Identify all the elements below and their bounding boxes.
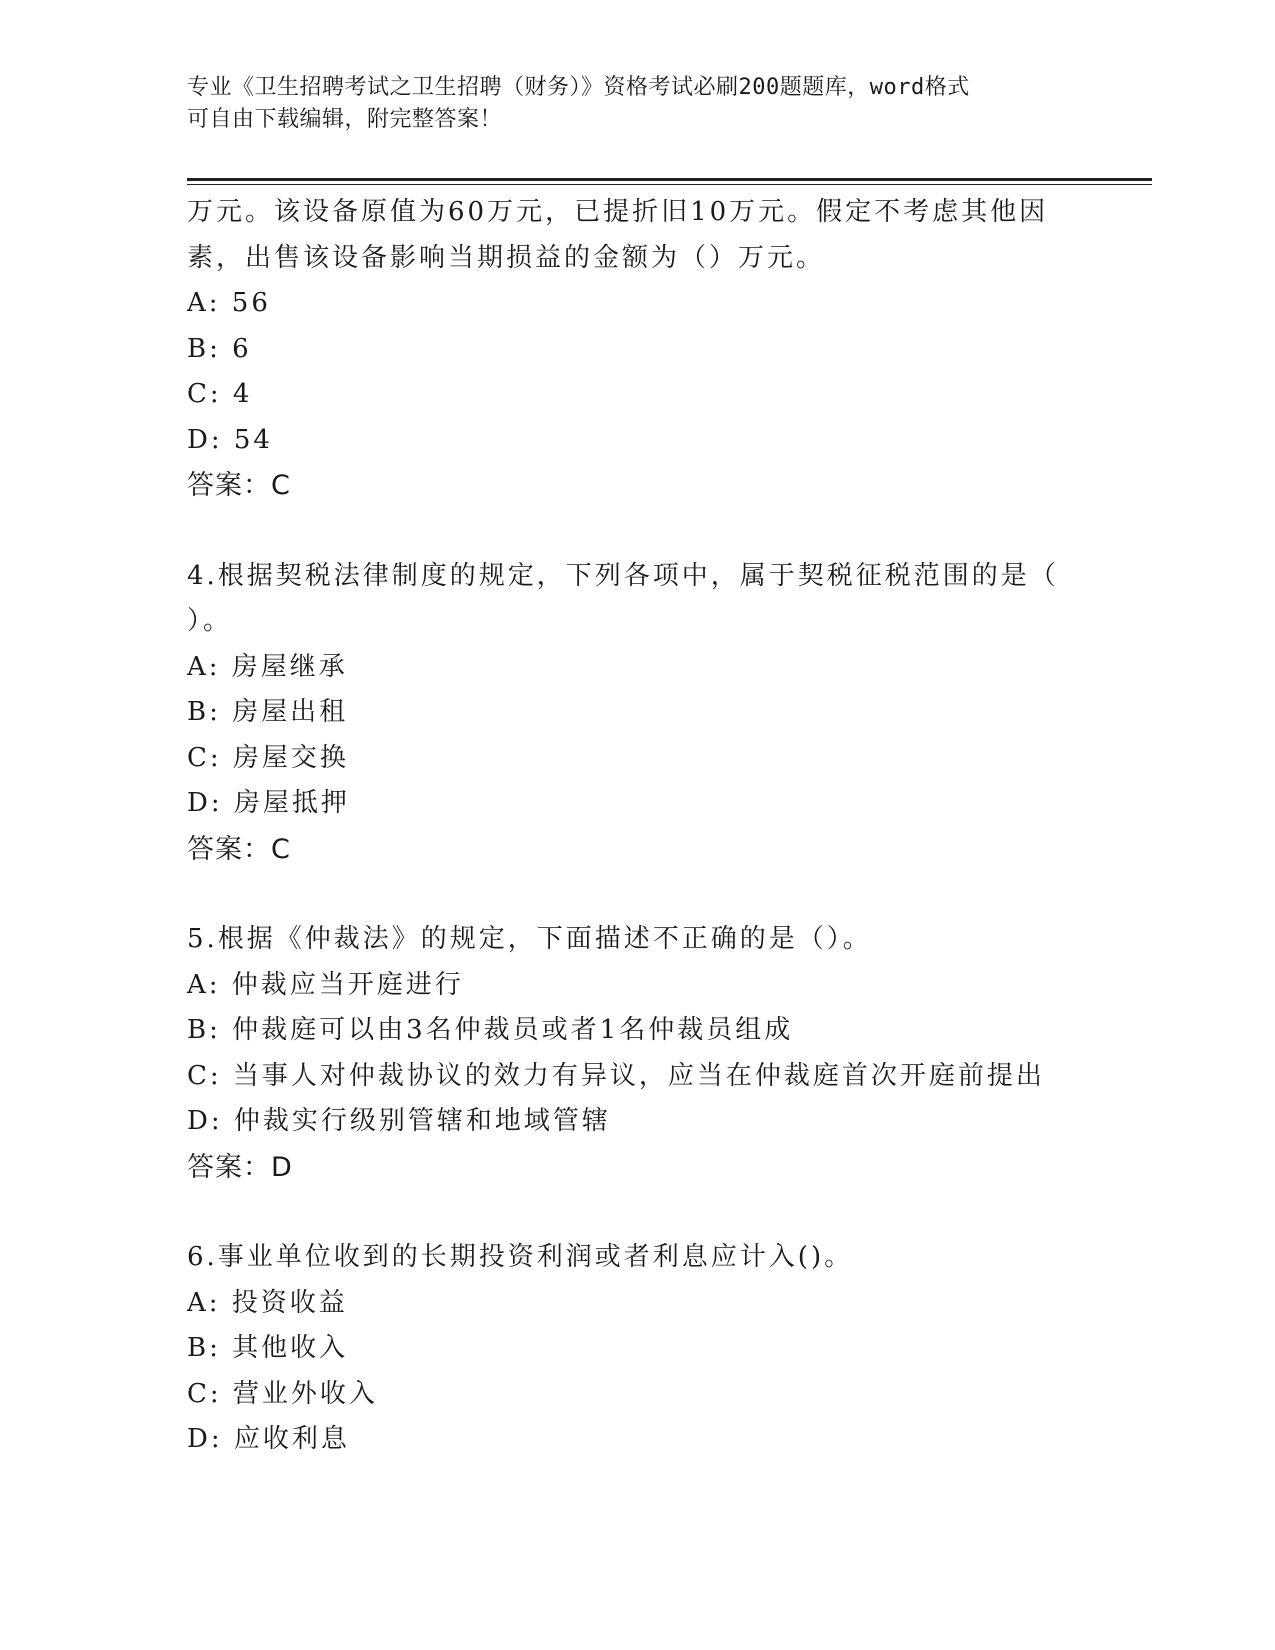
question-stem: 4.根据契税法律制度的规定，下列各项中，属于契税征税范围的是（ — [187, 560, 1059, 591]
option-a: A: 56 — [187, 288, 271, 318]
question-4 — [187, 554, 1087, 873]
option-c: C: 当事人对仲裁协议的效力有异议，应当在仲裁庭首次开庭前提出 — [187, 1060, 1045, 1091]
question-stem: 5.根据《仲裁法》的规定，下面描述不正确的是（）。 — [187, 924, 872, 954]
header-divider-thick — [187, 178, 1152, 181]
spacer — [187, 872, 1087, 917]
answer: 答案：D — [187, 1151, 293, 1183]
spacer — [187, 1190, 1087, 1235]
option-d: D: 应收利息 — [187, 1424, 350, 1454]
option-d: D: 仲裁实行级别管辖和地域管辖 — [187, 1106, 611, 1136]
question-list — [187, 190, 1087, 1463]
option-a: A: 房屋继承 — [187, 651, 348, 682]
option-b: B: 6 — [187, 333, 252, 364]
header-line-2: 可自由下载编辑，附完整答案！ — [187, 107, 503, 132]
question-stem: ）。 — [187, 606, 233, 636]
spacer — [187, 509, 1087, 554]
header-divider-thin — [187, 184, 1152, 185]
option-b: B: 仲裁庭可以由3名仲裁员或者1名仲裁员组成 — [187, 1015, 794, 1045]
question-stem: 素，出售该设备影响当期损益的金额为（）万元。 — [187, 242, 826, 273]
option-c: C: 4 — [187, 379, 253, 409]
document-header — [187, 72, 1067, 136]
question-5 — [187, 917, 1087, 1190]
option-a: A: 仲裁应当开庭进行 — [187, 969, 464, 1000]
answer: 答案：C — [187, 470, 291, 501]
option-d: D: 房屋抵押 — [187, 788, 350, 818]
option-c: C: 营业外收入 — [187, 1378, 378, 1409]
option-a: A: 投资收益 — [187, 1287, 348, 1318]
option-b: B: 房屋出租 — [187, 697, 349, 727]
option-b: B: 其他收入 — [187, 1333, 349, 1363]
question-stem: 6.事业单位收到的长期投资利润或者利息应计入()。 — [187, 1242, 854, 1272]
question-6 — [187, 1235, 1087, 1463]
answer: 答案：C — [187, 833, 291, 865]
option-d: D: 54 — [187, 424, 273, 455]
option-c: C: 房屋交换 — [187, 742, 349, 773]
question-3 — [187, 190, 1087, 509]
question-stem: 万元。该设备原值为60万元，已提折旧10万元。假定不考虑其他因 — [187, 197, 1049, 227]
header-line-1: 专业《卫生招聘考试之卫生招聘（财务）》资格考试必刷200题题库，word格式 — [187, 75, 970, 100]
